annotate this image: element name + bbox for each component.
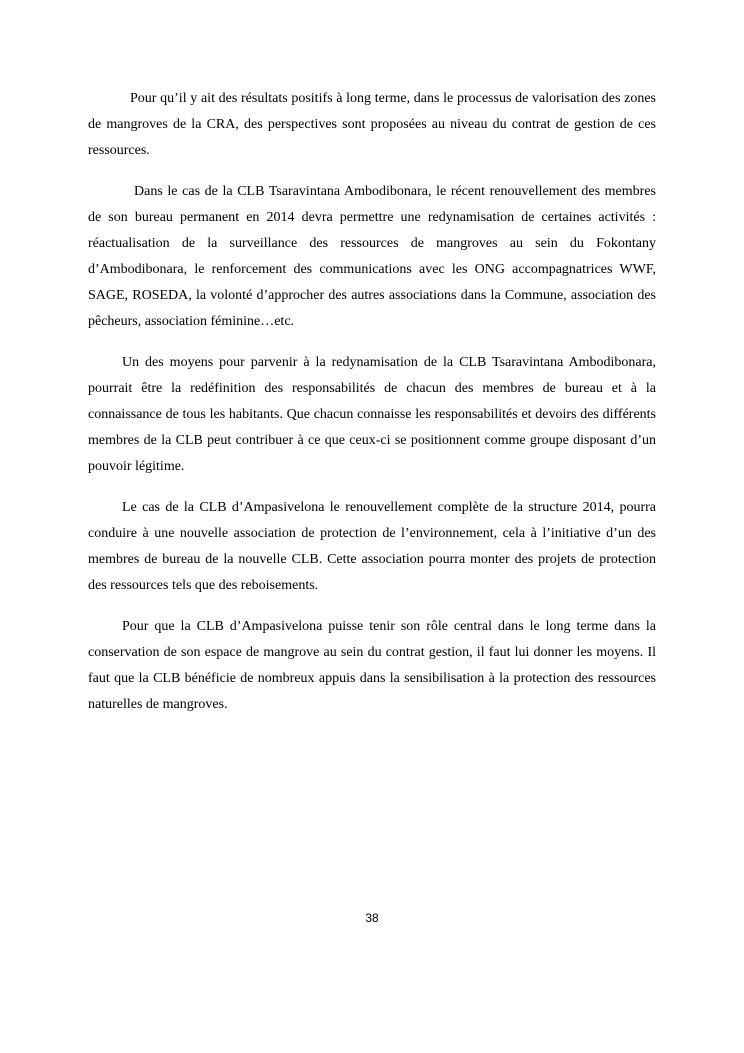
- paragraph-3: Un des moyens pour parvenir à la redynamisation de la CLB Tsaravintana Ambodibonara, pourrait être la redéfinition des responsabilités de chacun des membres de bureau et à la connaissance de tous les habitants. Que chacun connaisse les responsabilités et devoirs des différents membres de la CLB peut contribuer à ce que ceux-ci se positionnent comme groupe disposant d’un pouvoir légitime.: [88, 355, 656, 474]
- paragraph-2: Dans le cas de la CLB Tsaravintana Ambodibonara, le récent renouvellement des membres de son bureau permanent en 2014 devra permettre une redynamisation de certaines activités : réactualisation de la surveillance des ressources de mangroves au sein du Fokontany d’Ambodibonara, le renforcement des communications avec les ONG accompagnatrices WWF, SAGE, ROSEDA, la volonté d’approcher des autres associations dans la Commune, association des pêcheurs, association féminine…etc.: [88, 184, 656, 329]
- page-number: 38: [365, 911, 379, 925]
- body-text: [88, 86, 656, 733]
- paragraph-5: Pour que la CLB d’Ampasivelona puisse tenir son rôle central dans le long terme dans la conservation de son espace de mangrove au sein du contrat gestion, il faut lui donner les moyens. Il faut que la CLB bénéficie de nombreux appuis dans la sensibilisation à la protection des ressources naturelles de mangroves.: [88, 619, 656, 712]
- paragraph-4: Le cas de la CLB d’Ampasivelona le renouvellement complète de la structure 2014, pourra conduire à une nouvelle association de protection de l’environnement, cela à l’initiative d’un des membres de bureau de la nouvelle CLB. Cette association pourra monter des projets de protection des ressources tels que des reboisements.: [88, 500, 656, 593]
- paragraph-1: Pour qu’il y ait des résultats positifs à long terme, dans le processus de valorisation des zones de mangroves de la CRA, des perspectives sont proposées au niveau du contrat de gestion de ces ressources.: [88, 91, 656, 158]
